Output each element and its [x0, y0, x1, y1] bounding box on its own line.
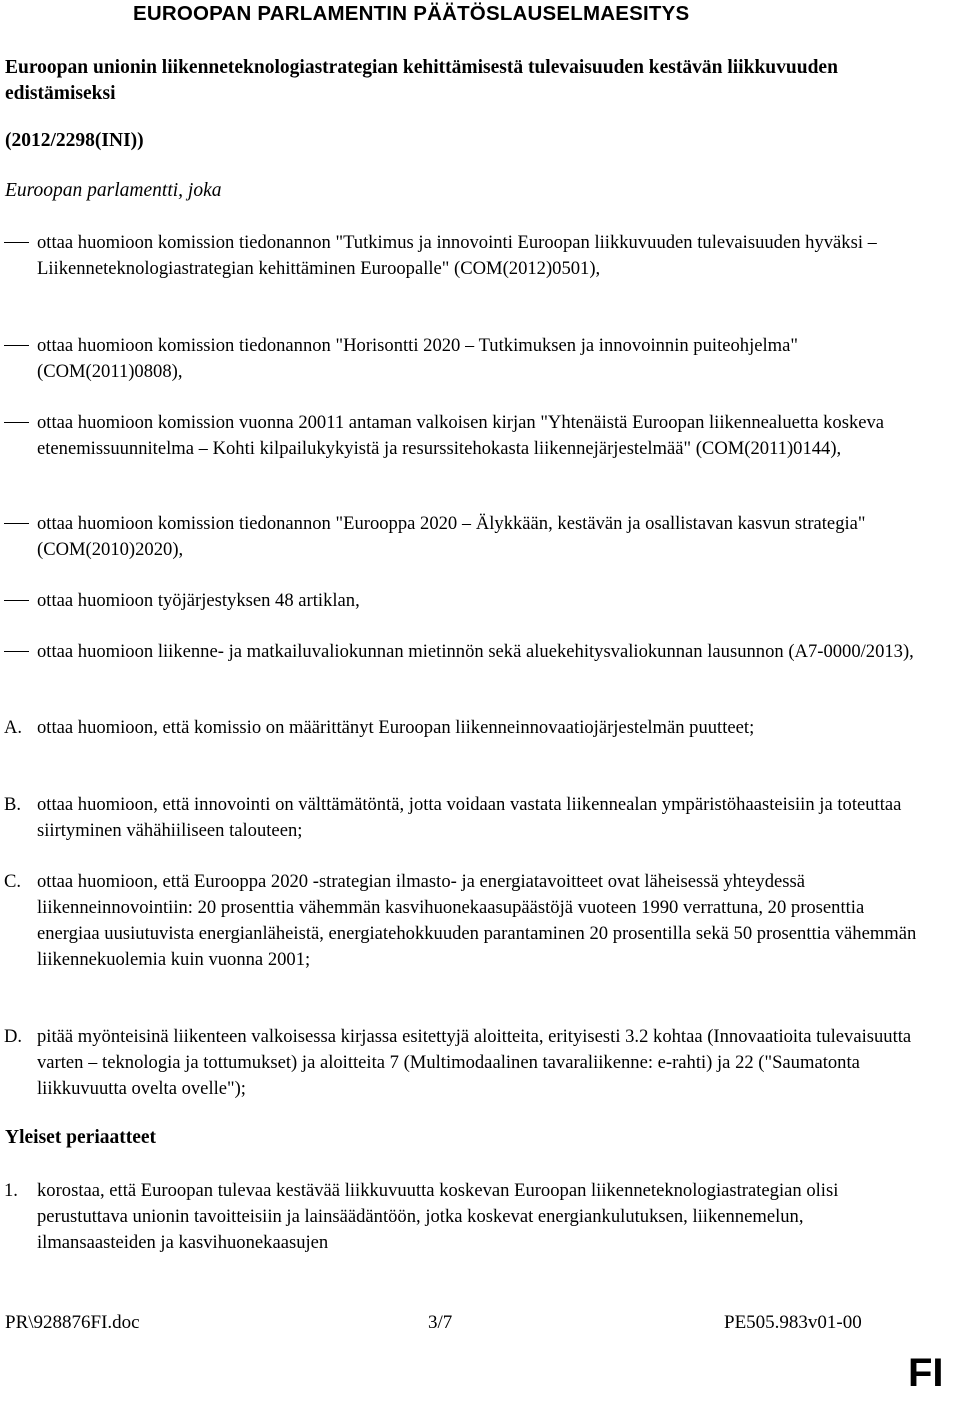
dash-marker — [4, 511, 29, 537]
recital-item — [0, 715, 940, 741]
citation-item — [0, 588, 940, 614]
citation-text: ottaa huomioon komission tiedonannon "Horisontti 2020 ⎯ Tutkimuksen ja innovoinnin puiteohjelma" (COM(2011)0808), — [37, 335, 798, 382]
citation-item — [0, 333, 940, 385]
recital-text: ottaa huomioon, että innovointi on välttämätöntä, jotta voidaan vastata liikennealan ympäristöhaasteisiin ja toteuttaa siirtyminen vähähiiliseen talouteen; — [37, 794, 902, 841]
recital-text: ottaa huomioon, että komissio on määrittänyt Euroopan liikenneinnovaatiojärjestelmän puutteet; — [37, 717, 755, 738]
footer-doc-ref: PR\928876FI.doc — [5, 1312, 140, 1333]
dash-marker — [4, 639, 29, 665]
recital-text: pitää myönteisinä liikenteen valkoisessa kirjassa esitettyjä aloitteita, erityisesti 3.2 kohtaa (Innovaatioita tulevaisuutta varten ⎯ teknologia ja tottumukset) ja aloitteita 7 (Multimodaalinen tavaraliikenne: e-rahti) ja 22 ("Saumatonta liikkuvuutta ovelta ovelle"); — [37, 1026, 912, 1099]
citation-text: ottaa huomioon työjärjestyksen 48 artiklan, — [37, 590, 360, 611]
recital-marker: A. — [4, 717, 23, 738]
citation-item — [0, 639, 940, 665]
citation-text: ottaa huomioon komission tiedonannon "Eurooppa 2020 ⎯ Älykkään, kestävän ja osallistavan kasvun strategia" (COM(2010)2020), — [37, 513, 866, 560]
footer-page-number: 3/7 — [428, 1312, 453, 1333]
paragraph-marker: 1. — [4, 1180, 18, 1201]
citation-text: ottaa huomioon komission vuonna 20011 antaman valkoisen kirjan "Yhtenäistä Euroopan liikennealuetta koskeva etenemissuunnitelma ⎯ Kohti kilpailukykyistä ja resurssitehokasta liikennejärjestelmää" (COM(2011)0144), — [37, 412, 885, 459]
recital-item — [0, 792, 940, 844]
dash-marker — [4, 333, 29, 359]
citation-item — [0, 511, 940, 563]
section-subheading: Yleiset periaatteet — [5, 1127, 157, 1148]
citation-item — [0, 410, 940, 462]
footer-pe-ref: PE505.983v01-00 — [724, 1312, 862, 1333]
dash-marker — [4, 230, 29, 256]
paragraph-text: korostaa, että Euroopan tulevaa kestävää liikkuvuutta koskevan Euroopan liikenneteknologiastrategian olisi perustuttava unionin tavoitteisiin ja lainsäädäntöön, jotka koskevat energiankulutuksen, liikennemelun, ilmansaasteiden ja kasvihuonekaasujen — [37, 1180, 839, 1253]
document-title: Euroopan unionin liikenneteknologiastrategian kehittämisestä tulevaisuuden kestävän liikkuvuuden edistämiseksi — [5, 57, 838, 104]
recital-marker: D. — [4, 1026, 23, 1047]
recital-marker: B. — [4, 794, 22, 815]
dash-marker — [4, 410, 29, 436]
citation-text: ottaa huomioon komission tiedonannon "Tutkimus ja innovointi Euroopan liikkuvuuden tulevaisuuden hyväksi ⎯ Liikenneteknologiastrategian kehittäminen Euroopalle" (COM(2012)0501), — [37, 232, 877, 279]
recital-marker: C. — [4, 871, 22, 892]
procedure-number: (2012/2298(INI)) — [5, 130, 144, 151]
paragraph-item — [0, 1178, 940, 1256]
page-footer — [0, 1312, 960, 1342]
recital-text: ottaa huomioon, että Eurooppa 2020 -strategian ilmasto- ja energiatavoitteet ovat läheisessä yhteydessä liikenneinnovointiin: 20 prosenttia vähemmän kasvihuonekaasupäästöjä vuoteen 1990 verrattuna, 20 prosenttia energiaa uusiutuvista energianläheistä, energiatehokkuuden parantaminen 20 prosentilla sekä 50 prosenttia vähemmän liikennekuolemia kuin vuonna 2001; — [37, 871, 917, 970]
language-code: FI — [908, 1351, 944, 1395]
citation-text: ottaa huomioon liikenne- ja matkailuvaliokunnan mietinnön sekä aluekehitysvaliokunnan lausunnon (A7-0000/2013), — [37, 641, 914, 662]
dash-marker — [4, 588, 29, 614]
intro-phrase: Euroopan parlamentti, joka — [5, 180, 222, 201]
citation-item — [0, 230, 940, 282]
document-heading: EUROOPAN PARLAMENTIN PÄÄTÖSLAUSELMAESITYS — [133, 2, 690, 25]
recital-item — [0, 1024, 940, 1102]
recital-item — [0, 869, 940, 973]
